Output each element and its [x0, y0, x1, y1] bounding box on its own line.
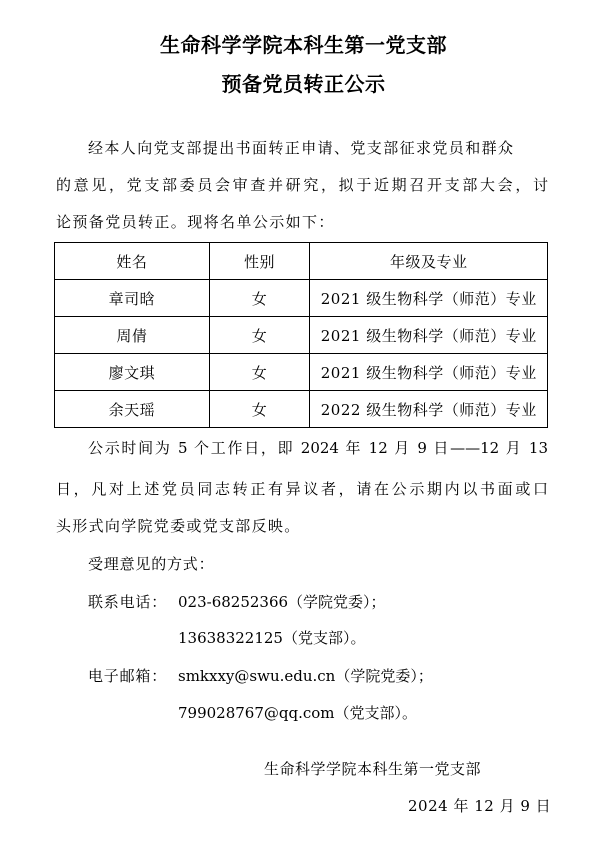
cell-major: 2022 级生物科学（师范）专业	[310, 391, 548, 428]
cell-name: 余天瑶	[55, 391, 210, 428]
cell-major: 2021 级生物科学（师范）专业	[310, 354, 548, 391]
phone-label: 联系电话：	[88, 593, 168, 611]
email-committee: smkxxy@swu.edu.cn（学院党委）；	[178, 667, 433, 685]
candidate-table	[54, 242, 548, 428]
page-subtitle: 预备党员转正公示	[221, 72, 386, 96]
table-row	[55, 317, 548, 354]
cell-name: 章司晗	[55, 280, 210, 317]
notice-line-3: 头形式向学院党委或党支部反映。	[56, 517, 301, 535]
phone-committee: 023-68252366（学院党委）；	[178, 593, 386, 611]
cell-name: 周倩	[55, 317, 210, 354]
phone-branch: 13638322125（党支部）。	[178, 629, 366, 647]
intro-line-3: 论预备党员转正。现将名单公示如下：	[56, 213, 335, 231]
cell-gender: 女	[209, 354, 310, 391]
notice-line-2: 日，凡对上述党员同志转正有异议者，请在公示期内以书面或口	[56, 480, 548, 498]
email-label: 电子邮箱：	[88, 667, 168, 685]
email-branch: 799028767@qq.com（党支部）。	[178, 704, 418, 722]
header-name: 姓名	[55, 243, 210, 280]
notice-line-1: 公示时间为 5 个工作日，即 2024 年 12 月 9 日——12 月 13	[88, 439, 548, 457]
intro-line-1: 经本人向党支部提出书面转正申请、党支部征求党员和群众	[88, 139, 515, 157]
header-gender: 性别	[209, 243, 310, 280]
table-row	[55, 391, 548, 428]
cell-major: 2021 级生物科学（师范）专业	[310, 280, 548, 317]
signature-date: 2024 年 12 月 9 日	[408, 797, 552, 815]
contact-heading: 受理意见的方式：	[88, 555, 215, 573]
table-row	[55, 280, 548, 317]
cell-gender: 女	[209, 317, 310, 354]
cell-major: 2021 级生物科学（师范）专业	[310, 317, 548, 354]
table-row	[55, 354, 548, 391]
cell-gender: 女	[209, 391, 310, 428]
cell-gender: 女	[209, 280, 310, 317]
page-title: 生命科学学院本科生第一党支部	[160, 33, 447, 57]
table-header-row	[55, 243, 548, 280]
cell-name: 廖文琪	[55, 354, 210, 391]
intro-line-2: 的意见，党支部委员会审查并研究，拟于近期召开支部大会，讨	[56, 176, 548, 194]
signature-org: 生命科学学院本科生第一党支部	[264, 760, 482, 778]
header-major: 年级及专业	[310, 243, 548, 280]
